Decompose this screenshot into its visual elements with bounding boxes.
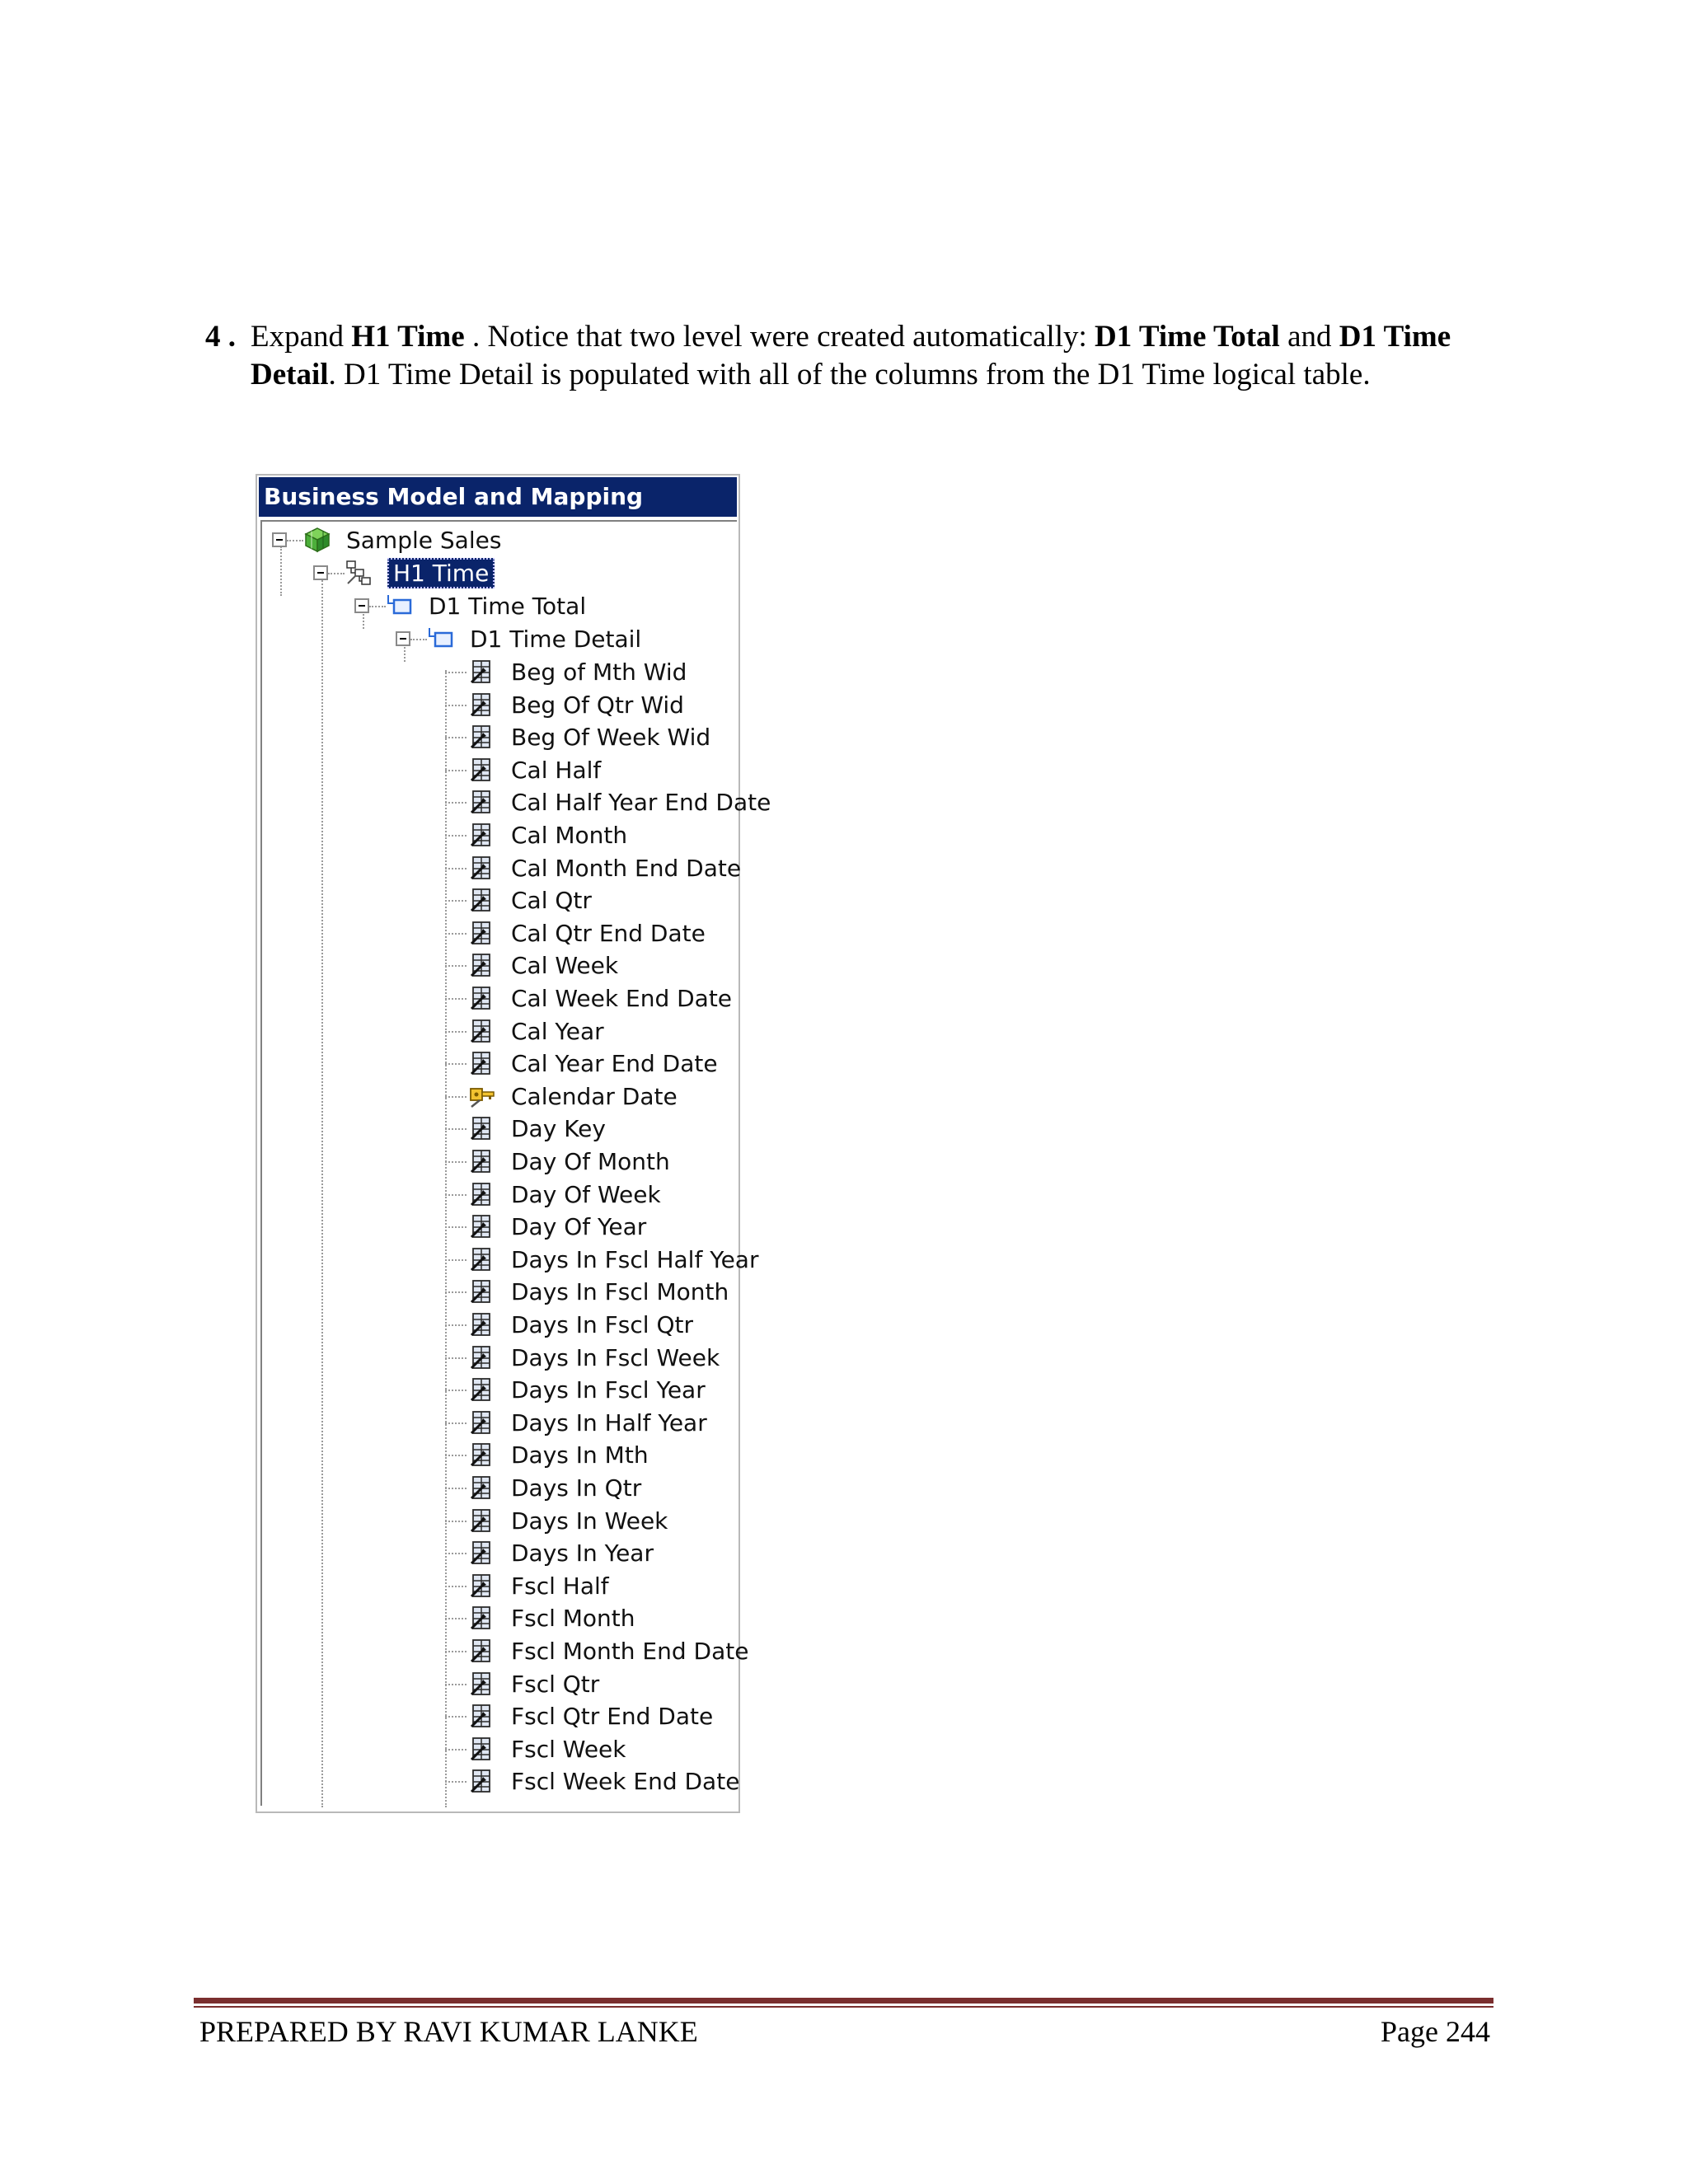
tree-node-column[interactable] (468, 1275, 729, 1308)
tree-node-column[interactable] (468, 1112, 606, 1145)
tree-line (410, 639, 427, 640)
tree-node-column[interactable] (468, 1504, 668, 1537)
collapse-toggle-d1-time-total[interactable] (354, 598, 369, 613)
tree-node-label: Cal Half Year End Date (511, 788, 771, 816)
logical-column-icon (468, 1277, 496, 1305)
logical-column-icon (468, 1539, 496, 1567)
tree-node-label: Cal Week (511, 951, 619, 979)
tree-line (445, 1226, 467, 1228)
tree-line (445, 1128, 467, 1130)
logical-column-icon (468, 1017, 496, 1045)
tree-line (445, 672, 467, 673)
tree-line (445, 1291, 467, 1293)
tree-node-label: Fscl Week (511, 1735, 626, 1763)
tree-node-label: Sample Sales (346, 526, 502, 554)
business-model-panel (256, 474, 771, 1813)
tree-node-column[interactable] (468, 818, 627, 851)
step-text-1: Expand (251, 320, 352, 354)
tree-line (445, 1161, 467, 1163)
tree-node-column[interactable] (468, 1471, 641, 1504)
logical-column-icon (468, 1637, 496, 1665)
tree-node-column[interactable] (468, 916, 706, 949)
logical-column-icon (468, 919, 496, 947)
tree-line (445, 1259, 467, 1261)
tree-node-column[interactable] (468, 1047, 718, 1080)
logical-column-icon (468, 1049, 496, 1077)
tree-node-label: Days In Year (511, 1539, 654, 1567)
tree-node-label: D1 Time Total (429, 592, 587, 620)
tree-line (445, 737, 467, 738)
tree-node-label: Days In Fscl Month (511, 1277, 729, 1305)
collapse-toggle-d1-time-detail[interactable] (396, 631, 410, 646)
tree-node-label: Day Of Week (511, 1180, 661, 1208)
footer-page-number: Page 244 (1381, 2015, 1490, 2048)
tree-line (445, 1390, 467, 1391)
tree-line (445, 670, 447, 1807)
tree-node-label: D1 Time Detail (470, 625, 642, 653)
logical-column-icon (468, 1147, 496, 1175)
logical-column-icon (468, 1245, 496, 1273)
tree-line (445, 1422, 467, 1424)
logical-column-icon (468, 1212, 496, 1240)
tree-line (445, 770, 467, 771)
step-text-3: and (1279, 320, 1339, 354)
tree-node-h1-time[interactable] (345, 556, 495, 589)
tree-line (280, 546, 282, 596)
tree-node-column[interactable] (468, 1080, 678, 1113)
tree-node-label: Day Of Year (511, 1212, 647, 1240)
tree-line (445, 802, 467, 804)
tree-line (445, 1488, 467, 1489)
tree-node-column[interactable] (468, 1765, 739, 1797)
tree-line (369, 606, 386, 607)
tree-node-d1-time-detail[interactable] (427, 622, 641, 655)
step-bold-d1-time-total: D1 Time Total (1095, 320, 1280, 354)
tree-node-column[interactable] (468, 1536, 654, 1569)
panel-title: Business Model and Mapping (259, 477, 737, 517)
logical-column-icon (468, 1767, 496, 1795)
level-icon (427, 625, 455, 653)
tree-line (445, 1684, 467, 1685)
logical-column-icon (468, 723, 496, 751)
tree-line (445, 933, 467, 935)
tree-node-label: Day Of Month (511, 1147, 670, 1175)
tree-node-column[interactable] (468, 1308, 693, 1341)
logical-column-icon (468, 951, 496, 979)
logical-column-icon (468, 1343, 496, 1371)
footer-author: PREPARED BY RAVI KUMAR LANKE (199, 2015, 698, 2048)
tree-node-column[interactable] (468, 785, 771, 818)
tree-node-column[interactable] (468, 1341, 720, 1374)
logical-column-icon (468, 1408, 496, 1436)
logical-column-icon (468, 1670, 496, 1698)
logical-column-icon (468, 1702, 496, 1730)
tree-node-label: Cal Month (511, 821, 628, 849)
tree-node-label: Cal Month End Date (511, 854, 742, 882)
tree-line (445, 998, 467, 1000)
tree-line (445, 705, 467, 706)
tree-line (445, 1096, 467, 1098)
tree-node-label: Days In Mth (511, 1441, 649, 1469)
tree-line (445, 1586, 467, 1587)
tree-line (445, 1324, 467, 1326)
tree-node-column[interactable] (468, 1667, 599, 1700)
tree-line (287, 540, 303, 541)
logical-column-icon (468, 788, 496, 816)
tree-node-column[interactable] (468, 688, 684, 721)
step-text (251, 318, 1491, 394)
tree-node-label: Days In Fscl Half Year (511, 1245, 759, 1273)
tree-node-label: Day Key (511, 1114, 606, 1142)
tree-node-label: Beg of Mth Wid (511, 658, 687, 686)
tree-node-column[interactable] (468, 851, 741, 884)
key-icon (468, 1082, 496, 1110)
hierarchy-icon (345, 559, 373, 587)
tree-node-label: Days In Fscl Qtr (511, 1310, 693, 1338)
tree-node-label: Days In Fscl Year (511, 1376, 706, 1404)
tree-node-label: Fscl Week End Date (511, 1767, 740, 1795)
tree-node-column[interactable] (468, 753, 601, 786)
instruction-step (205, 318, 1491, 394)
tree-node-label: Cal Qtr (511, 886, 592, 914)
tree-line (321, 571, 323, 1807)
tree-node-label-selected: H1 Time (387, 558, 495, 588)
level-icon (386, 592, 414, 620)
logical-column-icon (468, 984, 496, 1012)
tree-node-column[interactable] (468, 1732, 626, 1765)
tree-line (445, 900, 467, 902)
step-text-4: . D1 Time Detail is populated with all of the columns from the D1 Time logical table. (328, 358, 1371, 391)
step-number: 4 . (205, 320, 236, 354)
logical-column-icon (468, 1180, 496, 1208)
tree-line (445, 1357, 467, 1359)
tree-node-column[interactable] (468, 1015, 604, 1047)
tree-node-d1-time-total[interactable] (386, 589, 586, 622)
tree-line (445, 1521, 467, 1522)
footer-divider-thin (194, 2006, 1493, 2008)
tree-node-column[interactable] (468, 1243, 758, 1276)
tree-node-label: Cal Week End Date (511, 984, 733, 1012)
logical-column-icon (468, 1114, 496, 1142)
logical-column-icon (468, 1507, 496, 1535)
collapse-toggle-sample-sales[interactable] (272, 532, 287, 547)
tree-line (445, 1455, 467, 1456)
tree-node-label: Days In Qtr (511, 1474, 642, 1502)
collapse-toggle-h1-time[interactable] (313, 565, 328, 580)
logical-column-icon (468, 1310, 496, 1338)
step-bold-d1-time-detail: D1 Time Detail (251, 320, 1451, 391)
logical-column-icon (468, 1376, 496, 1404)
tree-node-label: Cal Qtr End Date (511, 919, 706, 947)
tree-line (445, 835, 467, 837)
tree-node-label: Beg Of Week Wid (511, 723, 711, 751)
tree-line (445, 1031, 467, 1033)
tree-node-label: Fscl Qtr (511, 1670, 600, 1698)
step-bold-h1-time: H1 Time (351, 320, 465, 354)
tree-node-column[interactable] (468, 1145, 670, 1178)
tree-node-column[interactable] (468, 982, 732, 1015)
tree-line (445, 1553, 467, 1554)
tree-node-column[interactable] (468, 1601, 635, 1634)
logical-column-icon (468, 821, 496, 849)
tree-node-label: Fscl Month End Date (511, 1637, 749, 1665)
logical-column-icon (468, 886, 496, 914)
logical-column-icon (468, 756, 496, 784)
tree-node-column[interactable] (468, 1569, 609, 1602)
tree-node-label: Beg Of Qtr Wid (511, 691, 684, 719)
logical-column-icon (468, 1735, 496, 1763)
tree-line (445, 1781, 467, 1783)
logical-column-icon (468, 658, 496, 686)
tree-node-label: Days In Week (511, 1507, 668, 1535)
tree-node-label: Fscl Half (511, 1572, 609, 1600)
logical-column-icon (468, 1604, 496, 1632)
tree-node-column[interactable] (468, 1438, 649, 1471)
tree-node-label: Cal Half (511, 756, 602, 784)
tree-line (445, 1716, 467, 1718)
logical-column-icon (468, 1474, 496, 1502)
tree-node-column[interactable] (468, 1634, 748, 1667)
tree-node-column[interactable] (468, 655, 687, 688)
step-text-2: . Notice that two level were created automatically: (464, 320, 1095, 354)
tree-line (445, 1618, 467, 1619)
tree-node-column[interactable] (468, 1406, 707, 1439)
tree-node-label: Fscl Qtr End Date (511, 1702, 714, 1730)
tree-line (328, 573, 345, 574)
tree-node-column[interactable] (468, 883, 592, 916)
tree-node-sample-sales[interactable] (303, 523, 501, 556)
tree-node-label: Cal Year End Date (511, 1049, 718, 1077)
tree-line (445, 868, 467, 869)
tree-node-column[interactable] (468, 1373, 706, 1406)
tree-node-label: Days In Fscl Week (511, 1343, 720, 1371)
logical-column-icon (468, 1572, 496, 1600)
tree-node-label: Cal Year (511, 1017, 604, 1045)
tree-line (445, 1194, 467, 1196)
logical-column-icon (468, 1441, 496, 1469)
tree-view[interactable] (260, 520, 771, 1806)
tree-node-column[interactable] (468, 1178, 661, 1211)
logical-column-icon (468, 854, 496, 882)
business-model-cube-icon (303, 526, 331, 554)
tree-node-column[interactable] (468, 1699, 713, 1732)
tree-node-label: Days In Half Year (511, 1408, 707, 1436)
tree-line (445, 965, 467, 967)
tree-node-column[interactable] (468, 1210, 646, 1243)
tree-node-column[interactable] (468, 720, 710, 753)
tree-node-label: Calendar Date (511, 1082, 678, 1110)
tree-line (445, 1749, 467, 1750)
tree-node-column[interactable] (468, 949, 618, 982)
tree-line (445, 1063, 467, 1065)
footer-divider (194, 1998, 1493, 2004)
logical-column-icon (468, 691, 496, 719)
tree-line (445, 1651, 467, 1652)
tree-node-label: Fscl Month (511, 1604, 635, 1632)
